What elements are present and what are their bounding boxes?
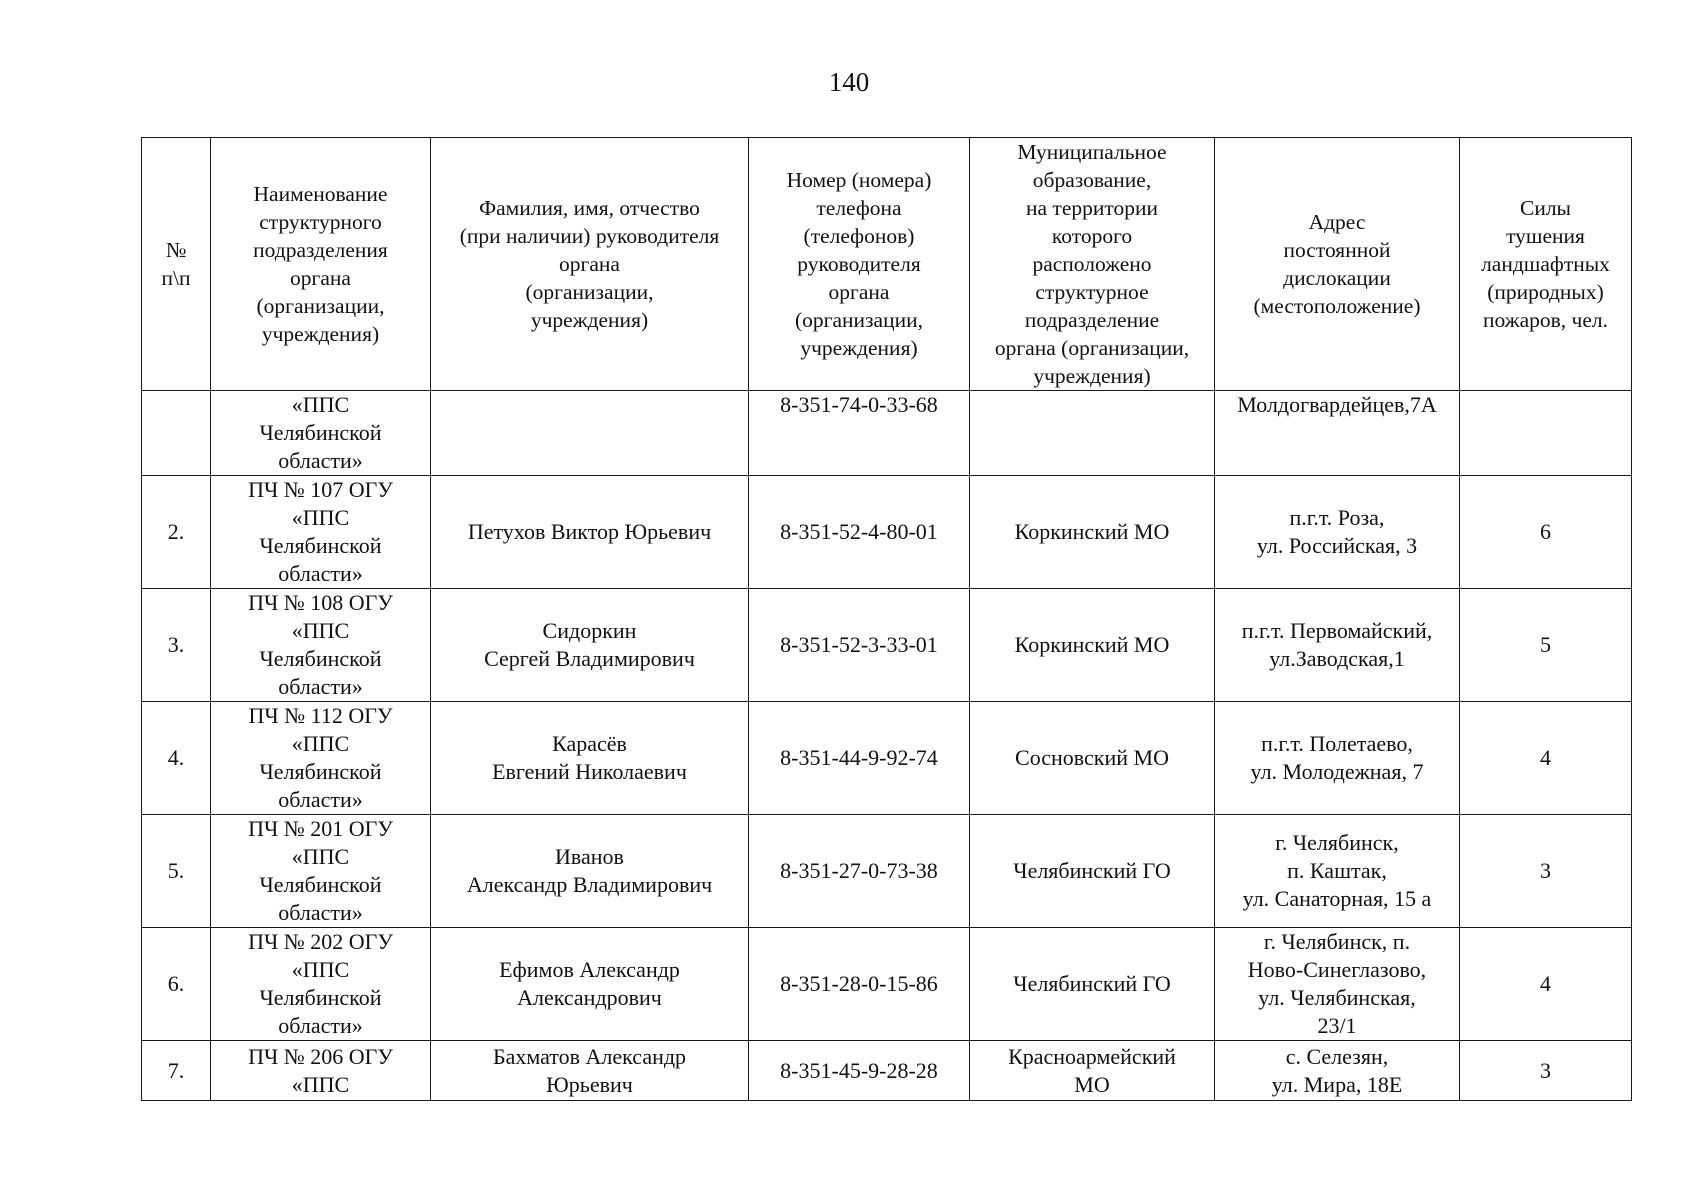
cell-phone: 8-351-74-0-33-68: [749, 391, 970, 476]
cell-head: Сидоркин Сергей Владимирович: [431, 589, 749, 702]
cell-forces: [1460, 391, 1632, 476]
cell-phone: 8-351-45-9-28-28: [749, 1041, 970, 1101]
cell-phone: 8-351-28-0-15-86: [749, 928, 970, 1041]
cell-address: п.г.т. Роза, ул. Российская, 3: [1215, 476, 1460, 589]
cell-address: п.г.т. Полетаево, ул. Молодежная, 7: [1215, 702, 1460, 815]
table-row: [142, 928, 1632, 1041]
cell-phone: 8-351-52-4-80-01: [749, 476, 970, 589]
cell-phone: 8-351-27-0-73-38: [749, 815, 970, 928]
table-row: [142, 702, 1632, 815]
cell-head: Петухов Виктор Юрьевич: [431, 476, 749, 589]
table-row: [142, 476, 1632, 589]
cell-num: 4.: [142, 702, 211, 815]
table-row: [142, 391, 1632, 476]
header-head: Фамилия, имя, отчество (при наличии) руководителя органа (организации, учреждения): [431, 138, 749, 391]
cell-address: п.г.т. Первомайский, ул.Заводская,1: [1215, 589, 1460, 702]
header-row: [142, 138, 1632, 391]
cell-address: с. Селезян, ул. Мира, 18Е: [1215, 1041, 1460, 1101]
cell-address: г. Челябинск, п. Ново-Синеглазово, ул. Челябинская, 23/1: [1215, 928, 1460, 1041]
cell-num: 6.: [142, 928, 211, 1041]
cell-municipality: Челябинский ГО: [970, 928, 1215, 1041]
cell-forces: 6: [1460, 476, 1632, 589]
table-row: [142, 815, 1632, 928]
cell-unit: ПЧ № 108 ОГУ «ППС Челябинской области»: [211, 589, 431, 702]
cell-municipality: Челябинский ГО: [970, 815, 1215, 928]
table-row: [142, 589, 1632, 702]
cell-head: Ефимов Александр Александрович: [431, 928, 749, 1041]
cell-unit: ПЧ № 107 ОГУ «ППС Челябинской области»: [211, 476, 431, 589]
cell-address: г. Челябинск, п. Каштак, ул. Санаторная, 15 а: [1215, 815, 1460, 928]
cell-num: 2.: [142, 476, 211, 589]
cell-head: Иванов Александр Владимирович: [431, 815, 749, 928]
cell-forces: 4: [1460, 928, 1632, 1041]
cell-unit: «ППС Челябинской области»: [211, 391, 431, 476]
cell-head: [431, 391, 749, 476]
cell-num: [142, 391, 211, 476]
cell-forces: 4: [1460, 702, 1632, 815]
cell-municipality: [970, 391, 1215, 476]
cell-unit: ПЧ № 201 ОГУ «ППС Челябинской области»: [211, 815, 431, 928]
cell-unit: ПЧ № 202 ОГУ «ППС Челябинской области»: [211, 928, 431, 1041]
header-unit: Наименование структурного подразделения органа (организации, учреждения): [211, 138, 431, 391]
cell-address: Молдогвардейцев,7А: [1215, 391, 1460, 476]
header-num: № п\п: [142, 138, 211, 391]
cell-head: Бахматов Александр Юрьевич: [431, 1041, 749, 1101]
header-forces: Силы тушения ландшафтных (природных) пожаров, чел.: [1460, 138, 1632, 391]
cell-forces: 3: [1460, 1041, 1632, 1101]
table-row: [142, 1041, 1632, 1101]
header-phone: Номер (номера) телефона (телефонов) руководителя органа (организации, учреждения): [749, 138, 970, 391]
page-number: 140: [828, 67, 870, 97]
cell-municipality: Коркинский МО: [970, 589, 1215, 702]
cell-municipality: Коркинский МО: [970, 476, 1215, 589]
cell-head: Карасёв Евгений Николаевич: [431, 702, 749, 815]
header-address: Адрес постоянной дислокации (местоположение): [1215, 138, 1460, 391]
cell-num: 7.: [142, 1041, 211, 1101]
header-municipality: Муниципальное образование, на территории которого расположено структурное подразделение органа (организации, учреждения): [970, 138, 1215, 391]
cell-unit: ПЧ № 112 ОГУ «ППС Челябинской области»: [211, 702, 431, 815]
cell-unit: ПЧ № 206 ОГУ «ППС: [211, 1041, 431, 1101]
fire-units-table: [141, 137, 1632, 1101]
cell-municipality: Красноармейский МО: [970, 1041, 1215, 1101]
cell-phone: 8-351-52-3-33-01: [749, 589, 970, 702]
cell-municipality: Сосновский МО: [970, 702, 1215, 815]
cell-forces: 5: [1460, 589, 1632, 702]
cell-phone: 8-351-44-9-92-74: [749, 702, 970, 815]
cell-num: 3.: [142, 589, 211, 702]
cell-forces: 3: [1460, 815, 1632, 928]
cell-num: 5.: [142, 815, 211, 928]
